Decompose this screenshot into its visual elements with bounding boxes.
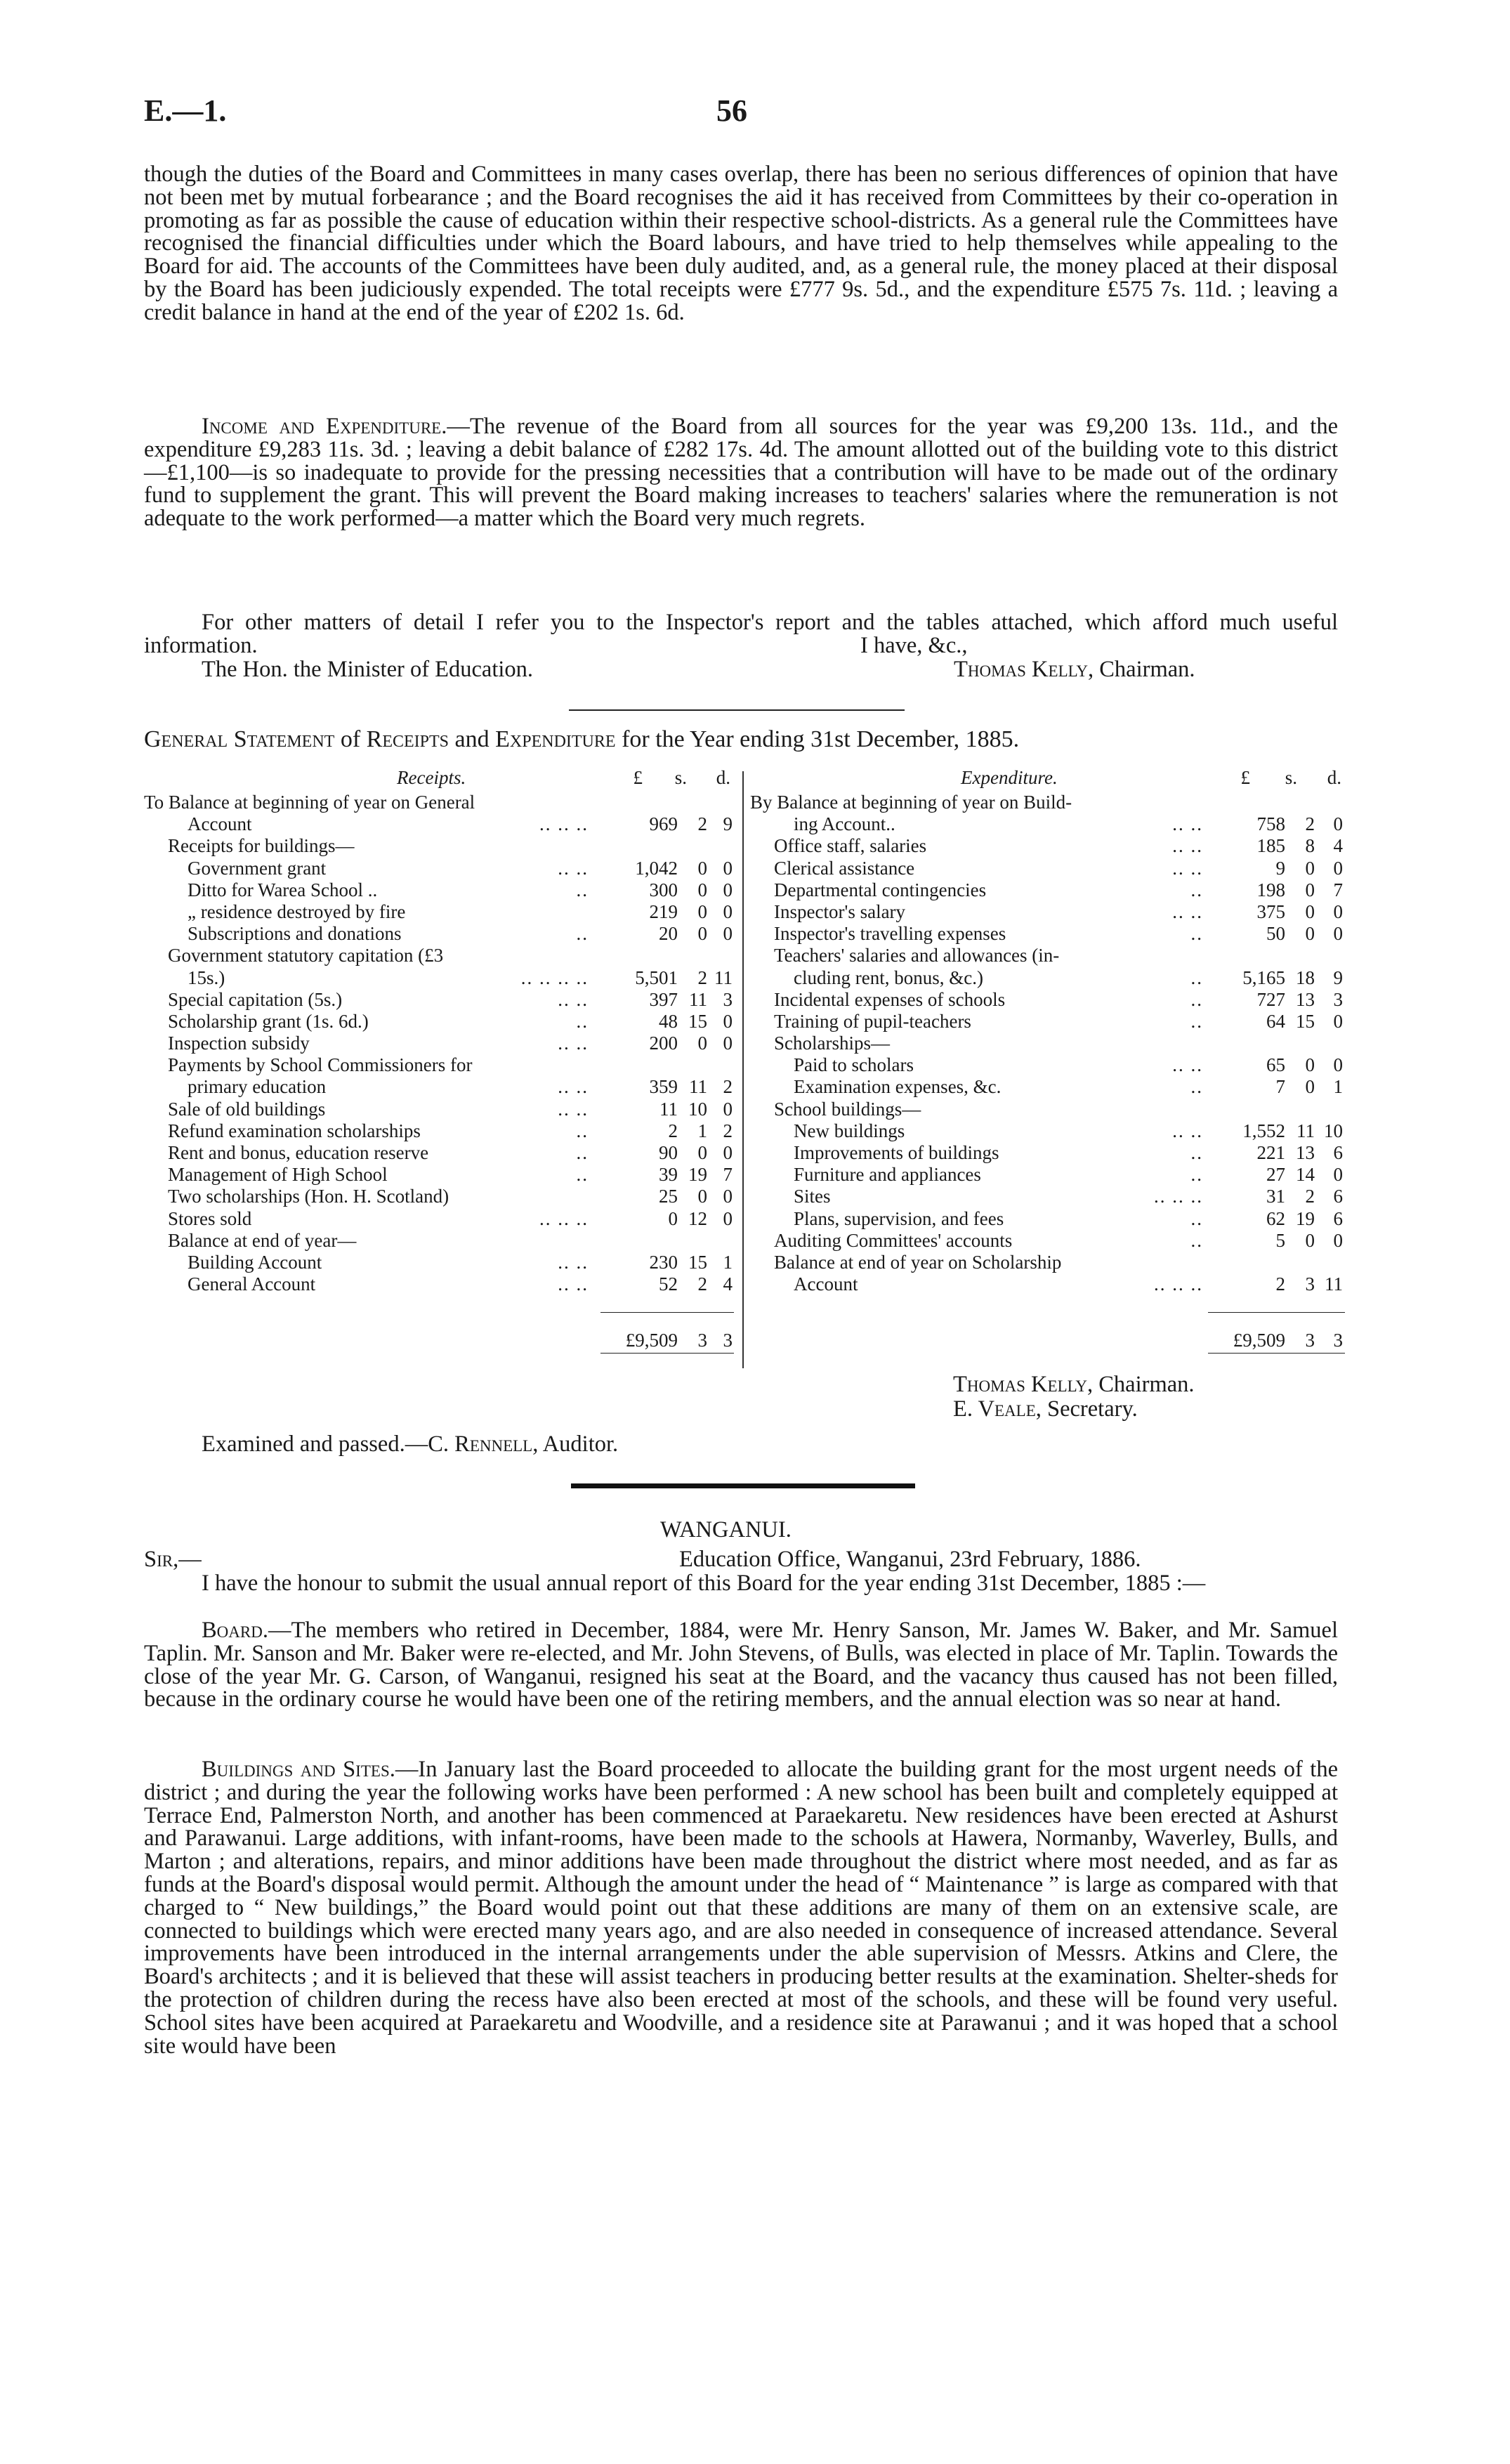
row-leader-dots: .. bbox=[576, 1164, 589, 1186]
buildings-text: —In January last the Board proceeded to allocate the building grant for the most urgent needs of the district ; and during the year the following works have been performed : A new school has been built and completely equipped at Terrace End, Palmerston North, and another has been commenced at Paraekaretu. New residences have been erected at Ashurst and Parawanui. Large additions, with infant-rooms, have been made to the schools at Hawera, Normanby, Waverley, Bulls, and Marton ; and alterations, repairs, and minor additions have been made throughout the district where most needed, and as far as funds at the Board's disposal would permit. Although the amount under the head of “ Maintenance ” is large as compared with that charged to “ New buildings,” the Board would point out that these additions are many of them on an extensive scale, are connected to buildings which were erected many years ago, and are also needed in consequence of increased attendance. Several improvements have been introduced in the internal arrangements under the able supervision of Messrs. Atkins and Clere, the Board's architects ; and it is believed that these will assist teachers in producing better results at the examination. Shelter-sheds for the protection of children during the recess have also been erected at most of the schools, and these will be found very useful. School sites have been acquired at Paraekaretu and Woodville, and a residence site at Parawanui ; and it was hoped that a school site would have been bbox=[144, 1757, 1339, 2059]
row-label: Furniture and appliances bbox=[794, 1164, 981, 1186]
amount-shillings: 2 bbox=[1305, 1186, 1315, 1207]
row-leader-dots: .. bbox=[1190, 966, 1203, 988]
row-leader-dots: .. .. bbox=[1172, 900, 1203, 922]
row-label: Receipts for buildings— bbox=[168, 835, 355, 857]
amount-pounds: 359 bbox=[649, 1076, 678, 1098]
row-label: Inspection subsidy bbox=[168, 1033, 310, 1054]
row-leader-dots: .. .. bbox=[558, 1251, 589, 1273]
amount-pounds: 2 bbox=[1275, 1273, 1285, 1295]
statement-title-part: Receipts bbox=[366, 726, 449, 752]
amount-pence: 2 bbox=[723, 1076, 733, 1098]
statement-title-part: of bbox=[334, 726, 367, 752]
row-leader-dots: .. bbox=[1190, 1164, 1203, 1186]
amount-pounds: 20 bbox=[659, 923, 678, 945]
amount-shillings: 2 bbox=[697, 813, 707, 835]
otago-signature bbox=[954, 658, 1195, 681]
table-row bbox=[750, 879, 1344, 901]
receipts-total-pounds: £9,509 bbox=[625, 1330, 678, 1351]
auditor-line bbox=[202, 1433, 618, 1456]
statement-title bbox=[144, 728, 1019, 751]
table-row bbox=[750, 1011, 1344, 1033]
amount-pence: 9 bbox=[723, 813, 733, 835]
table-row bbox=[144, 1273, 737, 1295]
row-label: Management of High School bbox=[168, 1164, 388, 1186]
row-leader-dots: .. .. .. bbox=[539, 1207, 589, 1229]
table-row bbox=[144, 1186, 737, 1207]
amount-pence: 0 bbox=[723, 1098, 733, 1120]
expenditure-total-pence: 3 bbox=[1333, 1330, 1343, 1351]
amount-pounds: 5 bbox=[1275, 1229, 1285, 1251]
row-leader-dots: .. .. .. bbox=[539, 813, 589, 835]
chairman-title: , Chairman. bbox=[1086, 1372, 1195, 1397]
auditor-suffix: , Auditor. bbox=[532, 1431, 619, 1457]
amount-shillings: 2 bbox=[697, 1273, 707, 1295]
table-row bbox=[144, 967, 737, 989]
row-leader-dots: .. .. bbox=[558, 1076, 589, 1098]
amount-pounds: 1,552 bbox=[1242, 1120, 1285, 1141]
amount-pounds: 5,165 bbox=[1242, 966, 1285, 988]
row-label: Balance at end of year on Scholarship bbox=[774, 1251, 1062, 1273]
amount-pence: 0 bbox=[1333, 1054, 1343, 1076]
amount-shillings: 15 bbox=[1296, 1010, 1315, 1032]
expenditure-total-pounds: £9,509 bbox=[1233, 1330, 1285, 1351]
secretary-title: , Secretary. bbox=[1035, 1396, 1138, 1422]
table-row bbox=[750, 923, 1344, 945]
amount-shillings: 19 bbox=[688, 1164, 707, 1186]
row-leader-dots: .. .. bbox=[1172, 1120, 1203, 1141]
table-row bbox=[144, 1076, 737, 1098]
row-label: ing Account.. bbox=[794, 813, 895, 835]
amount-shillings: 2 bbox=[1305, 813, 1315, 835]
table-row bbox=[144, 1011, 737, 1033]
row-leader-dots: .. .. bbox=[558, 988, 589, 1010]
amount-pounds: 11 bbox=[659, 1098, 678, 1120]
row-label: Special capitation (5s.) bbox=[168, 988, 343, 1010]
amount-shillings: 3 bbox=[1305, 1273, 1315, 1295]
amount-pounds: 31 bbox=[1266, 1186, 1285, 1207]
row-label: Improvements of buildings bbox=[794, 1142, 999, 1163]
amount-pounds: 5,501 bbox=[635, 966, 678, 988]
amount-shillings: 0 bbox=[1305, 879, 1315, 900]
amount-pence: 9 bbox=[1333, 966, 1343, 988]
row-leader-dots: .. .. .. bbox=[1154, 1186, 1203, 1207]
amount-pounds: 27 bbox=[1266, 1164, 1285, 1186]
amount-pounds: 300 bbox=[649, 879, 678, 900]
amount-shillings: 10 bbox=[688, 1098, 707, 1120]
amount-shillings: 0 bbox=[697, 923, 707, 945]
statement-title-part: and bbox=[449, 726, 496, 752]
amount-pence: 0 bbox=[723, 1207, 733, 1229]
row-label: Auditing Committees' accounts bbox=[774, 1229, 1013, 1251]
row-label: Payments by School Commissioners for bbox=[168, 1054, 473, 1076]
wanganui-salutation: Sir,— bbox=[144, 1547, 202, 1572]
addressee: The Hon. the Minister of Education. bbox=[202, 657, 534, 682]
table-row bbox=[750, 1164, 1344, 1186]
expenditure-total-row bbox=[750, 1330, 1344, 1351]
table-row bbox=[144, 792, 737, 813]
expenditure-table bbox=[750, 792, 1344, 1295]
otago-paragraph-income bbox=[144, 415, 1338, 530]
page-number: 56 bbox=[716, 93, 747, 128]
amount-shillings: 11 bbox=[1296, 1120, 1315, 1141]
wanganui-intro: I have the honour to submit the usual annual report of this Board for the year ending 31st December, 1885 :— bbox=[202, 1571, 1206, 1596]
chairman-name: Thomas Kelly bbox=[953, 1372, 1087, 1397]
expenditure-total-shillings: 3 bbox=[1305, 1330, 1315, 1351]
amount-pounds: 25 bbox=[659, 1186, 678, 1207]
income-heading: Income and Expenditure. bbox=[202, 414, 447, 439]
amount-shillings: 0 bbox=[697, 1033, 707, 1054]
amount-shillings: 0 bbox=[1305, 1054, 1315, 1076]
otago-paragraph-other-matters: For other matters of detail I refer you to the Inspector's report and the tables attached, which afford much useful information. bbox=[144, 610, 1338, 658]
table-row bbox=[750, 1273, 1344, 1295]
row-leader-dots: .. .. bbox=[558, 857, 589, 879]
row-leader-dots: .. .. bbox=[1172, 813, 1203, 835]
row-label: cluding rent, bonus, &c.) bbox=[794, 966, 983, 988]
amount-pence: 6 bbox=[1333, 1142, 1343, 1163]
amount-shillings: 18 bbox=[1296, 966, 1315, 988]
statement-title-part: General Statement bbox=[144, 726, 335, 752]
signer-title: , Chairman. bbox=[1087, 657, 1195, 682]
row-label: Government grant bbox=[188, 857, 327, 879]
row-label: Two scholarships (Hon. H. Scotland) bbox=[168, 1186, 449, 1207]
row-leader-dots: .. bbox=[1190, 923, 1203, 945]
amount-shillings: 11 bbox=[689, 1076, 707, 1098]
table-row bbox=[144, 1120, 737, 1142]
table-row bbox=[750, 1120, 1344, 1142]
amount-pounds: 7 bbox=[1275, 1076, 1285, 1098]
amount-shillings: 0 bbox=[697, 1142, 707, 1163]
receipts-shillings-header: s. bbox=[674, 767, 687, 788]
row-label: „ residence destroyed by fire bbox=[188, 900, 406, 922]
amount-pounds: 64 bbox=[1266, 1010, 1285, 1032]
wanganui-buildings-paragraph bbox=[144, 1758, 1338, 2057]
amount-shillings: 12 bbox=[688, 1207, 707, 1229]
receipts-total-underline bbox=[600, 1353, 734, 1354]
row-label: Ditto for Warea School .. bbox=[188, 879, 378, 900]
amount-shillings: 19 bbox=[1296, 1207, 1315, 1229]
auditor-name: Rennell bbox=[454, 1431, 533, 1457]
expenditure-total-rule bbox=[1208, 1312, 1345, 1313]
row-label: By Balance at beginning of year on Build- bbox=[750, 792, 1072, 813]
table-row bbox=[750, 1230, 1344, 1252]
amount-pounds: 198 bbox=[1256, 879, 1285, 900]
closing-i-have: I have, &c., bbox=[860, 633, 968, 658]
table-row bbox=[750, 792, 1344, 813]
amount-pounds: 2 bbox=[668, 1120, 678, 1141]
table-row bbox=[750, 1033, 1344, 1054]
buildings-heading: Buildings and Sites. bbox=[202, 1757, 395, 1782]
receipts-table bbox=[144, 792, 737, 1295]
amount-pence: 1 bbox=[1333, 1076, 1343, 1098]
row-leader-dots: .. bbox=[576, 1010, 589, 1032]
row-leader-dots: .. bbox=[576, 1142, 589, 1163]
amount-pence: 0 bbox=[1333, 1229, 1343, 1251]
income-text: —The revenue of the Board from all sources for the year was £9,200 13s. 11d., and the expenditure £9,283 11s. 3d. ; leaving a debit balance of £282 17s. 4d. The amount allotted out of the building vote to this district—£1,100—is so inadequate to provide for the pressing necessities that a contribution will have to be made out of the ordinary fund to supplement the grant. This will prevent the Board making increases to teachers' salaries where the remuneration is not adequate to the work performed—a matter which the Board very much regrets. bbox=[144, 414, 1338, 532]
row-leader-dots: .. bbox=[1190, 988, 1203, 1010]
table-row bbox=[144, 1033, 737, 1054]
table-row bbox=[750, 1208, 1344, 1230]
table-row bbox=[144, 901, 737, 923]
amount-pounds: 65 bbox=[1266, 1054, 1285, 1076]
amount-pounds: 230 bbox=[649, 1251, 678, 1273]
receipts-pence-header: d. bbox=[716, 767, 730, 788]
table-row bbox=[750, 945, 1344, 966]
amount-pence: 7 bbox=[1333, 879, 1343, 900]
row-leader-dots: .. .. .. .. bbox=[520, 966, 589, 988]
table-row bbox=[750, 989, 1344, 1011]
amount-pence: 0 bbox=[1333, 813, 1343, 835]
amount-pence: 11 bbox=[714, 966, 733, 988]
table-row bbox=[750, 813, 1344, 835]
row-label: Training of pupil-teachers bbox=[774, 1010, 971, 1032]
row-leader-dots: .. bbox=[1190, 1076, 1203, 1098]
table-row bbox=[144, 1230, 737, 1252]
amount-pounds: 62 bbox=[1266, 1207, 1285, 1229]
page-section-id: E.—1. bbox=[144, 93, 227, 128]
district-divider bbox=[571, 1483, 915, 1488]
expenditure-total-underline bbox=[1208, 1353, 1345, 1354]
amount-shillings: 8 bbox=[1305, 835, 1315, 857]
amount-pence: 0 bbox=[723, 857, 733, 879]
amount-pence: 4 bbox=[1333, 835, 1343, 857]
amount-pence: 0 bbox=[1333, 1164, 1343, 1186]
amount-pence: 0 bbox=[723, 1010, 733, 1032]
amount-shillings: 0 bbox=[697, 857, 707, 879]
amount-shillings: 0 bbox=[1305, 923, 1315, 945]
row-leader-dots: .. bbox=[1190, 879, 1203, 900]
auditor-prefix: Examined and passed.—C. bbox=[202, 1431, 455, 1457]
table-row bbox=[144, 945, 737, 966]
row-leader-dots: .. bbox=[1190, 1142, 1203, 1163]
table-row bbox=[144, 1164, 737, 1186]
amount-pounds: 219 bbox=[649, 900, 678, 922]
amount-shillings: 13 bbox=[1296, 1142, 1315, 1163]
otago-paragraph-committees: though the duties of the Board and Committees in many cases overlap, there has been no serious differences of opinion that have not been met by mutual forbearance ; and the Board recognises the aid it has received from Committees by their co-operation in promoting as far as possible the cause of education within their respective school-districts. As a general rule the Committees have recognised the financial difficulties under which the Board labours, and have tried to help themselves while appealing to the Board for aid. The accounts of the Committees have been duly audited, and, as a general rule, the money placed at their disposal by the Board has been judiciously expended. The total receipts were £777 9s. 5d., and the expenditure £575 7s. 11d. ; leaving a credit balance in hand at the end of the year of £202 1s. 6d. bbox=[144, 162, 1338, 325]
amount-shillings: 15 bbox=[688, 1251, 707, 1273]
receipts-total-pence: 3 bbox=[723, 1330, 733, 1351]
row-label: Balance at end of year— bbox=[168, 1229, 357, 1251]
amount-pounds: 185 bbox=[1256, 835, 1285, 857]
row-label: New buildings bbox=[794, 1120, 905, 1141]
amount-shillings: 0 bbox=[697, 879, 707, 900]
row-label: Clerical assistance bbox=[774, 857, 915, 879]
row-label: Inspector's travelling expenses bbox=[774, 923, 1006, 945]
amount-pounds: 0 bbox=[668, 1207, 678, 1229]
row-leader-dots: .. .. bbox=[1172, 835, 1203, 857]
board-text: —The members who retired in December, 1884, were Mr. Henry Sanson, Mr. James W. Baker, and Mr. Samuel Taplin. Mr. Sanson and Mr. Baker were re-elected, and Mr. John Stevens, of Bulls, was elected in place of Mr. Taplin. Towards the close of the year Mr. G. Carson, of Wanganui, resigned his seat at the Board, and the vacancy thus caused has not been filled, because in the ordinary course he would have been one of the retiring members, and the annual election was so near at hand. bbox=[144, 1618, 1338, 1712]
expenditure-pence-header: d. bbox=[1327, 767, 1341, 788]
amount-pounds: 758 bbox=[1256, 813, 1285, 835]
board-heading: Board. bbox=[202, 1618, 268, 1643]
statement-signature-chairman bbox=[953, 1373, 1195, 1396]
row-label: Scholarships— bbox=[774, 1033, 890, 1054]
row-leader-dots: .. bbox=[1190, 1010, 1203, 1032]
amount-pence: 3 bbox=[723, 988, 733, 1010]
row-label: To Balance at beginning of year on General bbox=[144, 792, 475, 813]
table-row bbox=[750, 858, 1344, 879]
statement-title-part: for the Year ending 31st December, 1885. bbox=[615, 726, 1020, 752]
amount-pence: 6 bbox=[1333, 1207, 1343, 1229]
table-row bbox=[144, 1208, 737, 1230]
amount-pence: 2 bbox=[723, 1120, 733, 1141]
row-label: Office staff, salaries bbox=[774, 835, 927, 857]
row-label: Rent and bonus, education reserve bbox=[168, 1142, 429, 1163]
row-label: Account bbox=[188, 813, 252, 835]
amount-shillings: 0 bbox=[1305, 1229, 1315, 1251]
amount-pounds: 727 bbox=[1256, 988, 1285, 1010]
row-leader-dots: .. bbox=[1190, 1207, 1203, 1229]
row-label: Inspector's salary bbox=[774, 900, 906, 922]
row-label: Plans, supervision, and fees bbox=[794, 1207, 1004, 1229]
amount-pounds: 52 bbox=[659, 1273, 678, 1295]
amount-shillings: 1 bbox=[697, 1120, 707, 1141]
amount-pence: 0 bbox=[1333, 923, 1343, 945]
amount-pounds: 221 bbox=[1256, 1142, 1285, 1163]
amount-pence: 4 bbox=[723, 1273, 733, 1295]
table-row bbox=[144, 1252, 737, 1273]
amount-pence: 1 bbox=[723, 1251, 733, 1273]
row-label: School buildings— bbox=[774, 1098, 921, 1120]
row-leader-dots: .. .. bbox=[558, 1273, 589, 1295]
table-row bbox=[750, 1142, 1344, 1164]
row-leader-dots: .. .. bbox=[1172, 1054, 1203, 1076]
amount-pence: 10 bbox=[1324, 1120, 1343, 1141]
section-divider bbox=[569, 709, 905, 711]
table-row bbox=[144, 989, 737, 1011]
amount-pence: 6 bbox=[1333, 1186, 1343, 1207]
table-row bbox=[144, 835, 737, 857]
row-label: Sale of old buildings bbox=[168, 1098, 326, 1120]
row-label: Departmental contingencies bbox=[774, 879, 987, 900]
amount-shillings: 13 bbox=[1296, 988, 1315, 1010]
amount-shillings: 2 bbox=[697, 966, 707, 988]
amount-pence: 0 bbox=[723, 879, 733, 900]
amount-pence: 11 bbox=[1325, 1273, 1343, 1295]
row-leader-dots: .. .. bbox=[558, 1033, 589, 1054]
expenditure-pounds-header: £ bbox=[1240, 767, 1250, 788]
row-leader-dots: .. .. .. bbox=[1154, 1273, 1203, 1295]
amount-pence: 0 bbox=[723, 1033, 733, 1054]
row-label: Stores sold bbox=[168, 1207, 252, 1229]
amount-pence: 7 bbox=[723, 1164, 733, 1186]
row-label: Refund examination scholarships bbox=[168, 1120, 421, 1141]
row-leader-dots: .. bbox=[576, 923, 589, 945]
table-row bbox=[144, 923, 737, 945]
receipts-total-shillings: 3 bbox=[697, 1330, 707, 1351]
amount-shillings: 0 bbox=[697, 1186, 707, 1207]
table-row bbox=[144, 1099, 737, 1120]
amount-pounds: 50 bbox=[1266, 923, 1285, 945]
row-label: Paid to scholars bbox=[794, 1054, 914, 1076]
table-row bbox=[144, 1142, 737, 1164]
statement-title-part: Expenditure bbox=[495, 726, 616, 752]
amount-pence: 0 bbox=[1333, 900, 1343, 922]
row-label: Subscriptions and donations bbox=[188, 923, 402, 945]
amount-pounds: 969 bbox=[649, 813, 678, 835]
row-label: 15s.) bbox=[188, 966, 225, 988]
amount-pence: 0 bbox=[723, 923, 733, 945]
amount-pounds: 48 bbox=[659, 1010, 678, 1032]
amount-pounds: 9 bbox=[1275, 857, 1285, 879]
row-label: Scholarship grant (1s. 6d.) bbox=[168, 1010, 369, 1032]
row-label: Account bbox=[794, 1273, 858, 1295]
amount-pounds: 375 bbox=[1256, 900, 1285, 922]
expenditure-shillings-header: s. bbox=[1285, 767, 1297, 788]
receipts-header: Receipts. bbox=[397, 767, 466, 788]
row-label: Government statutory capitation (£3 bbox=[168, 945, 444, 966]
amount-pence: 0 bbox=[1333, 857, 1343, 879]
table-row bbox=[144, 879, 737, 901]
amount-pence: 0 bbox=[723, 900, 733, 922]
amount-pence: 0 bbox=[723, 1142, 733, 1163]
signer-name: Thomas Kelly bbox=[954, 657, 1088, 682]
table-row bbox=[144, 813, 737, 835]
row-label: Incidental expenses of schools bbox=[774, 988, 1006, 1010]
amount-pounds: 90 bbox=[659, 1142, 678, 1163]
table-column-divider bbox=[742, 771, 744, 1368]
amount-shillings: 0 bbox=[1305, 857, 1315, 879]
amount-pence: 3 bbox=[1333, 988, 1343, 1010]
amount-pounds: 397 bbox=[649, 988, 678, 1010]
row-leader-dots: .. bbox=[576, 879, 589, 900]
receipts-pounds-header: £ bbox=[633, 767, 643, 788]
statement-signature-secretary bbox=[953, 1398, 1138, 1421]
row-leader-dots: .. bbox=[1190, 1229, 1203, 1251]
amount-pounds: 200 bbox=[649, 1033, 678, 1054]
table-row bbox=[750, 1054, 1344, 1076]
amount-shillings: 15 bbox=[688, 1010, 707, 1032]
table-row bbox=[144, 1054, 737, 1076]
expenditure-header: Expenditure. bbox=[961, 767, 1058, 788]
amount-pounds: 39 bbox=[659, 1164, 678, 1186]
table-row bbox=[750, 1076, 1344, 1098]
table-row bbox=[750, 1099, 1344, 1120]
row-label: General Account bbox=[188, 1273, 316, 1295]
secretary-name: E. Veale bbox=[953, 1396, 1036, 1422]
row-leader-dots: .. .. bbox=[1172, 857, 1203, 879]
wanganui-board-paragraph bbox=[144, 1619, 1338, 1711]
wanganui-heading: WANGANUI. bbox=[660, 1517, 792, 1542]
table-row bbox=[750, 1252, 1344, 1273]
table-row bbox=[750, 901, 1344, 923]
table-row bbox=[750, 1186, 1344, 1207]
table-row bbox=[750, 835, 1344, 857]
row-leader-dots: .. bbox=[576, 1120, 589, 1141]
wanganui-office-date: Education Office, Wanganui, 23rd February, 1886. bbox=[679, 1547, 1141, 1572]
table-row bbox=[750, 967, 1344, 989]
amount-pounds: 1,042 bbox=[635, 857, 678, 879]
row-label: Sites bbox=[794, 1186, 831, 1207]
amount-shillings: 0 bbox=[1305, 1076, 1315, 1098]
amount-shillings: 0 bbox=[697, 900, 707, 922]
row-label: Building Account bbox=[188, 1251, 322, 1273]
amount-shillings: 14 bbox=[1296, 1164, 1315, 1186]
amount-pence: 0 bbox=[723, 1186, 733, 1207]
receipts-total-rule bbox=[600, 1312, 734, 1313]
table-row bbox=[144, 858, 737, 879]
row-label: primary education bbox=[188, 1076, 327, 1098]
row-label: Examination expenses, &c. bbox=[794, 1076, 1002, 1098]
receipts-total-row bbox=[144, 1330, 737, 1351]
amount-shillings: 11 bbox=[689, 988, 707, 1010]
amount-pence: 0 bbox=[1333, 1010, 1343, 1032]
amount-shillings: 0 bbox=[1305, 900, 1315, 922]
row-leader-dots: .. .. bbox=[558, 1098, 589, 1120]
row-label: Teachers' salaries and allowances (in- bbox=[774, 945, 1060, 966]
